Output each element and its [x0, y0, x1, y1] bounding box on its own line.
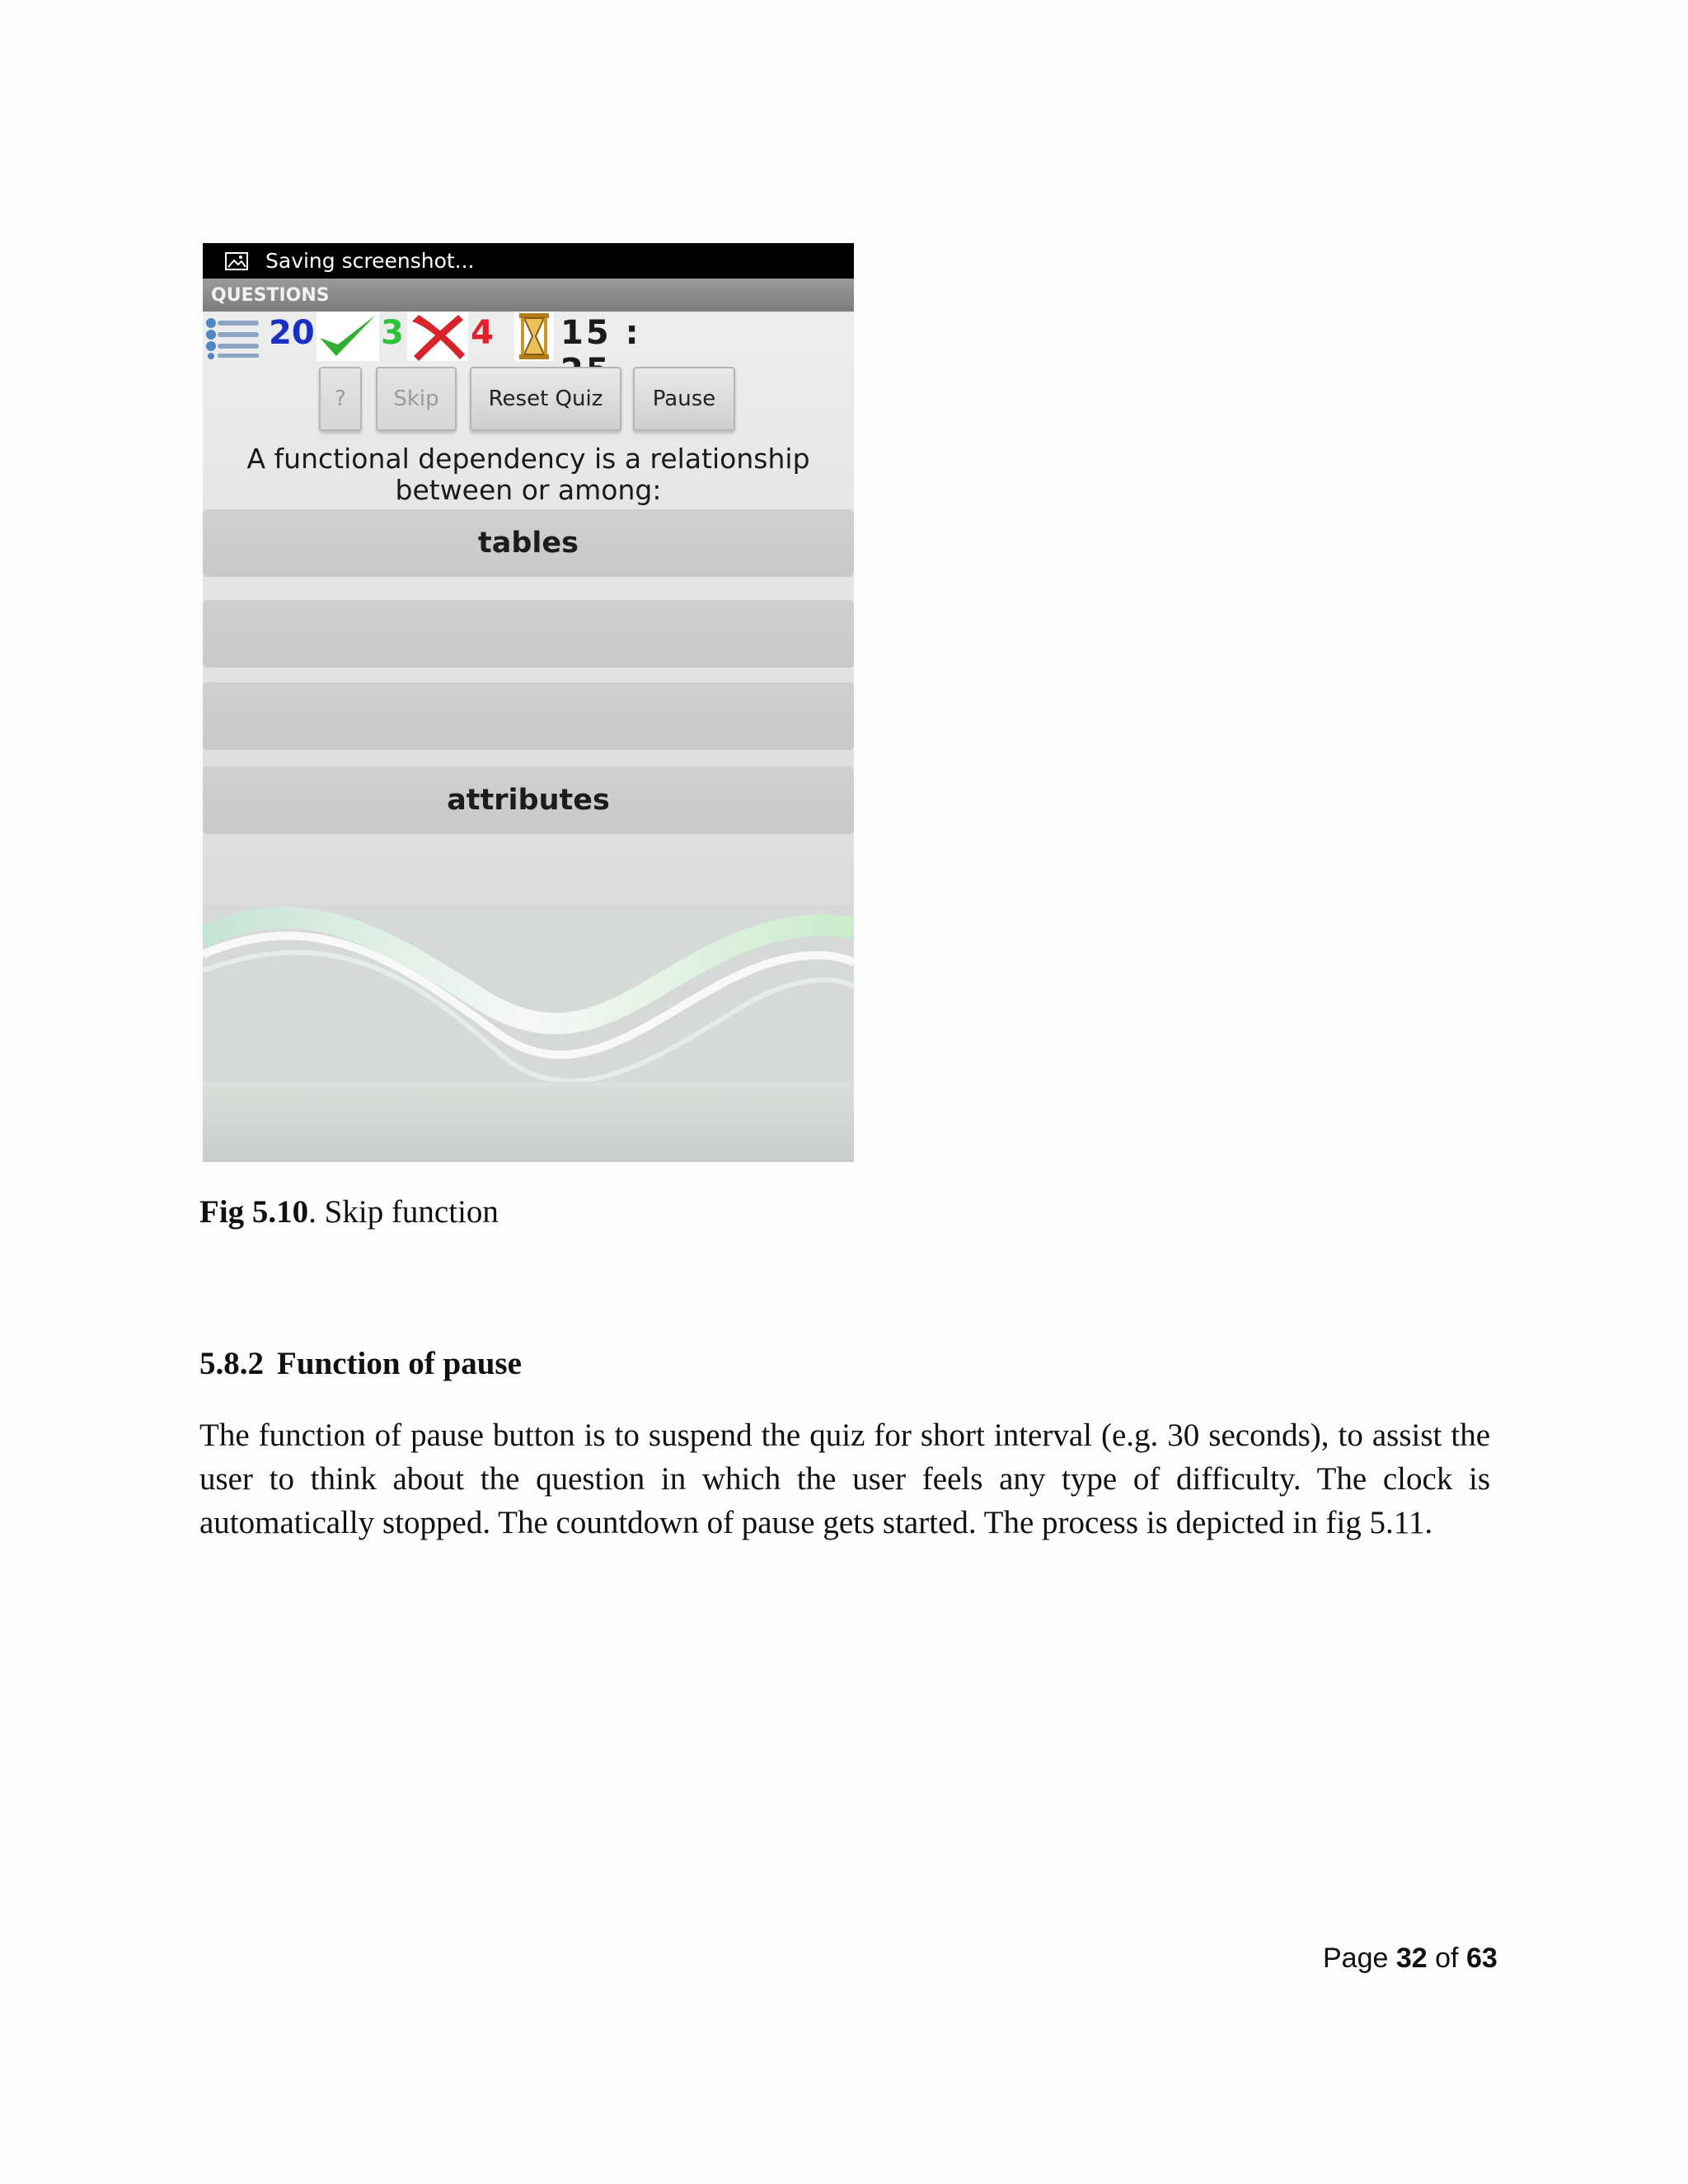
page-footer: [1323, 1943, 1498, 1975]
total-questions-count: 20: [269, 314, 315, 352]
hint-button[interactable]: ?: [319, 367, 362, 431]
section-heading: [199, 1345, 522, 1382]
page-total: 63: [1465, 1943, 1498, 1974]
question-line-1: A functional dependency is a relationship: [246, 443, 810, 475]
stats-bar: [204, 312, 699, 361]
figure-label: Fig 5.10: [199, 1194, 309, 1230]
pause-button[interactable]: Pause: [633, 367, 735, 431]
timer: 15 :: [560, 314, 641, 352]
checkmark-icon: [316, 312, 379, 361]
wrong-count: 4: [471, 314, 494, 352]
section-title: Function of pause: [277, 1346, 522, 1381]
questions-header: QUESTIONS: [203, 279, 854, 312]
figure-screenshot: [203, 243, 854, 1162]
image-icon: [224, 251, 249, 271]
list-icon: [204, 316, 262, 359]
screen-bottom: [203, 1082, 854, 1162]
status-bar: [203, 243, 854, 279]
answer-option-4[interactable]: attributes: [203, 766, 854, 834]
page-of: of: [1435, 1943, 1459, 1974]
answer-option-1[interactable]: tables: [203, 509, 854, 577]
cross-icon: [407, 312, 468, 361]
question-area: [203, 312, 854, 1082]
question-text: [203, 443, 854, 506]
page-prefix: Page: [1323, 1943, 1389, 1974]
section-number: 5.8.2: [199, 1346, 264, 1381]
figure-caption-text: . Skip function: [308, 1194, 499, 1230]
status-text: Saving screenshot...: [265, 249, 475, 273]
hourglass-icon: [514, 312, 554, 361]
correct-count: 3: [381, 314, 404, 352]
answer-option-2[interactable]: [203, 600, 854, 668]
question-line-2: between or among:: [395, 474, 662, 506]
button-row: [203, 363, 854, 433]
reset-quiz-button[interactable]: Reset Quiz: [470, 367, 621, 431]
skip-button[interactable]: Skip: [376, 367, 457, 431]
answer-option-3[interactable]: [203, 682, 854, 750]
figure-caption: [199, 1193, 499, 1230]
body-paragraph: The function of pause button is to suspend the quiz for short interval (e.g. 30 seconds), to assist the user to think about the question in which the user feels any type of difficulty. The clock is automatically stopped. The countdown of pause gets started. The process is depicted in fig 5.11.: [199, 1418, 1490, 1540]
page-current: 32: [1395, 1943, 1428, 1974]
